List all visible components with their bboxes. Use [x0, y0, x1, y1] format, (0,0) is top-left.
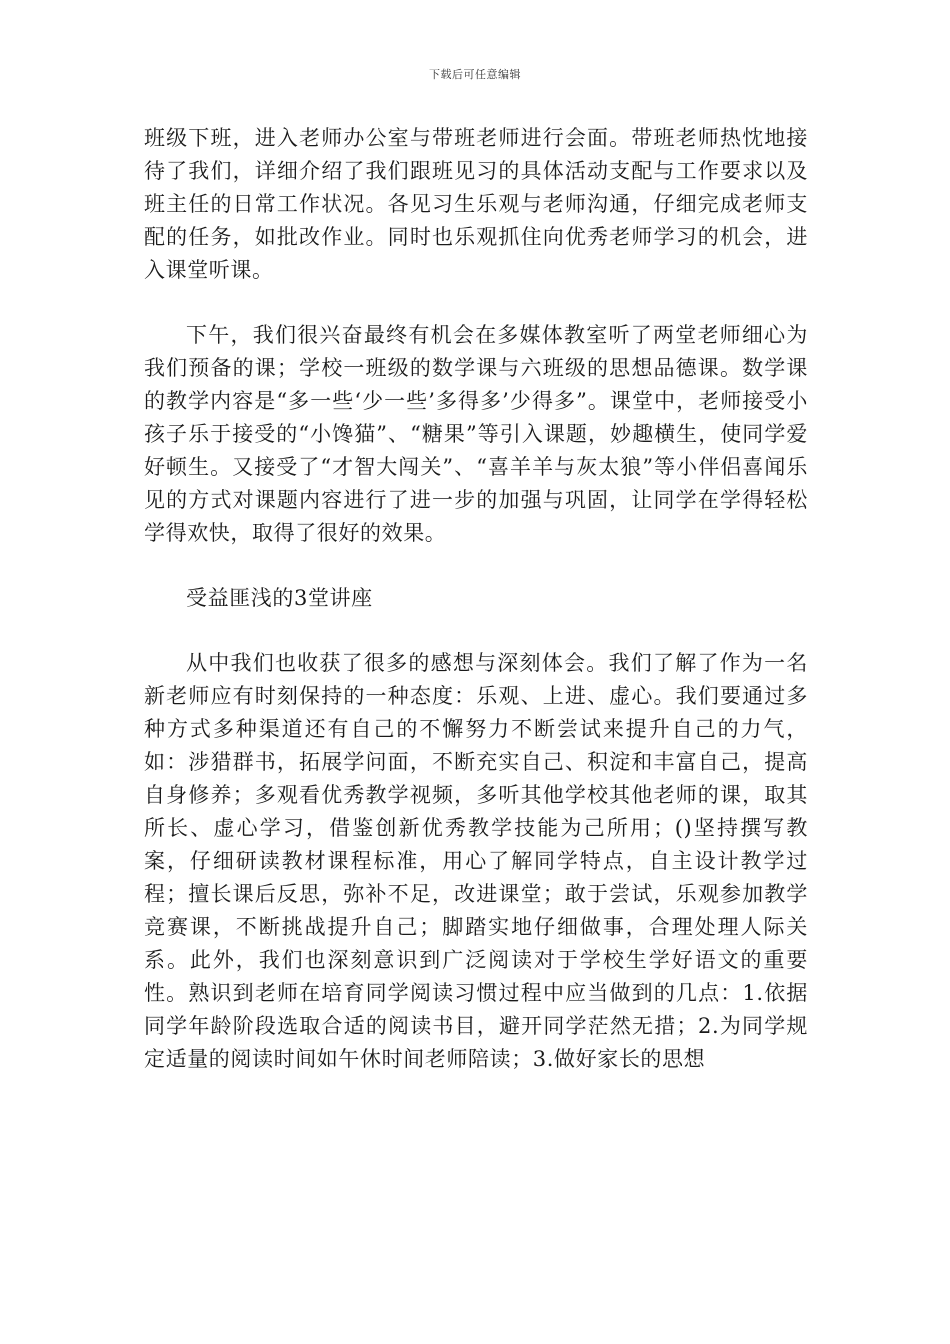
document-body: [144, 122, 808, 1076]
paragraph-3: 从中我们也收获了很多的感想与深刻体会。我们了解了作为一名新老师应有时刻保持的一种态度：乐观、上进、虚心。我们要通过多种方式多种渠道还有自己的不懈努力不断尝试来提升自己的力气，如：涉猎群书，拓展学问面，不断充实自己、积淀和丰富自己，提高自身修养；多观看优秀教学视频，多听其他学校其他老师的课，取其所长、虚心学习，借鉴创新优秀教学技能为己所用；()坚持撰写教案，仔细研读教材课程标准，用心了解同学特点，自主设计教学过程；擅长课后反思，弥补不足，改进课堂；敢于尝试，乐观参加教学竞赛课，不断挑战提升自己；脚踏实地仔细做事，合理处理人际关系。此外，我们也深刻意识到广泛阅读对于学校生学好语文的重要性。熟识到老师在培育同学阅读习惯过程中应当做到的几点：1.依据同学年龄阶段选取合适的阅读书目，避开同学茫然无措；2.为同学规定适量的阅读时间如午休时间老师陪读；3.做好家长的思想: [144, 651, 808, 1071]
section-heading: 受益匪浅的3堂讲座: [186, 586, 373, 610]
paragraph-2: 下午，我们很兴奋最终有机会在多媒体教室听了两堂老师细心为我们预备的课；学校一班级的数学课与六班级的思想品德课。数学课的教学内容是“多一些‘少一些’多得多’少得多”。课堂中，老师接受小孩子乐于接受的“小馋猫”、“糖果”等引入课题，妙趣横生，使同学爱好顿生。又接受了“才智大闯关”、“喜羊羊与灰太狼”等小伴侣喜闻乐见的方式对课题内容进行了进一步的加强与巩固，让同学在学得轻松学得欢快，取得了很好的效果。: [144, 323, 808, 545]
page-header: 下载后可任意编辑: [429, 68, 521, 81]
paragraph-1: 班级下班，进入老师办公室与带班老师进行会面。带班老师热忱地接待了我们，详细介绍了我们跟班见习的具体活动支配与工作要求以及班主任的日常工作状况。各见习生乐观与老师沟通，仔细完成老师支配的任务，如批改作业。同时也乐观抓住向优秀老师学习的机会，进入课堂听课。: [144, 126, 808, 282]
